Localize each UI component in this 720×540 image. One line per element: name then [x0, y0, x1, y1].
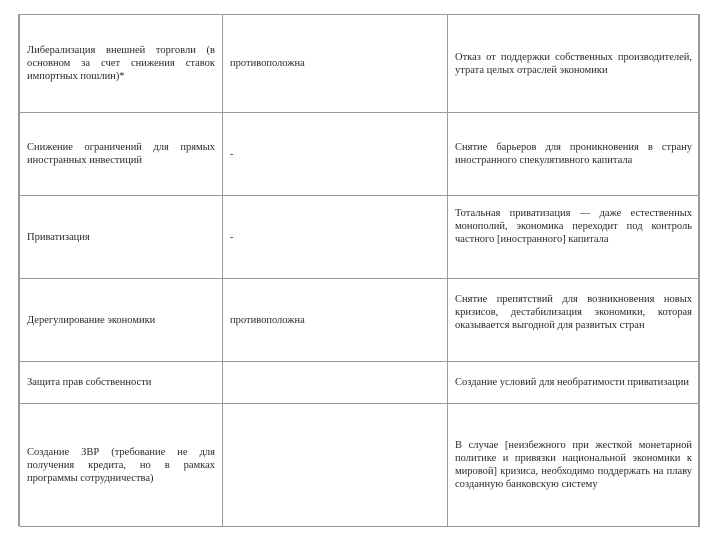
consequence-text: Отказ от поддержки собственных производителей, утрата целых отраслей экономики [455, 51, 692, 76]
attitude-text: - [230, 231, 234, 243]
consequence-cell [448, 362, 700, 404]
consequence-cell [448, 279, 700, 362]
measure-text: Снижение ограничений для прямых иностранных инвестиций [27, 142, 215, 166]
measure-cell [20, 279, 223, 362]
table-row [20, 279, 700, 362]
table-row [20, 362, 700, 404]
consequence-cell [448, 15, 700, 113]
measure-cell [20, 196, 223, 279]
consequence-cell [448, 404, 700, 527]
measure-cell [20, 362, 223, 404]
measure-text: Защита прав собственности [27, 377, 152, 388]
measure-text: Дерегулирование экономики [27, 314, 156, 326]
consequence-text: Тотальная приватизация — даже естественных монополий, экономика переходит под контроль частного [иностранного] капитала [455, 207, 692, 245]
measure-text: Приватизация [27, 231, 90, 243]
consequence-text: Снятие препятствий для возникновения новых кризисов, дестабилизация экономики, которая оказывается выгодной для развитых стран [455, 293, 692, 331]
attitude-cell [223, 362, 448, 404]
consequence-text: В случае [неизбежного при жесткой монетарной политике и привязки национальной экономики к мировой] кризиса, необходимо поддержать на плаву созданную банковскую систему [455, 440, 692, 490]
measure-cell [20, 15, 223, 113]
table-row [20, 113, 700, 196]
consequence-cell [448, 196, 700, 279]
measure-cell [20, 404, 223, 527]
consequence-text: Снятие барьеров для проникновения в страну иностранного спекулятивного капитала [455, 142, 692, 166]
attitude-cell [223, 404, 448, 527]
document-page [18, 14, 699, 526]
attitude-cell [223, 279, 448, 362]
consequence-text: Создание условий для необратимости приватизации [455, 377, 689, 388]
attitude-cell [223, 15, 448, 113]
attitude-cell [223, 113, 448, 196]
measure-text: Создание ЗВР (требование не для получения кредита, но в рамках программы сотрудничества) [27, 446, 215, 484]
attitude-text: - [230, 148, 234, 160]
table-row [20, 404, 700, 527]
attitude-cell [223, 196, 448, 279]
attitude-text: противоположна [230, 314, 305, 326]
measure-cell [20, 113, 223, 196]
measure-text: Либерализация внешней торговли (в основном за счет снижения ставок импортных пошлин)* [27, 45, 215, 82]
table-row [20, 15, 700, 113]
consequence-cell [448, 113, 700, 196]
attitude-text: противоположна [230, 58, 305, 69]
table-row [20, 196, 700, 279]
policy-table [19, 14, 700, 527]
